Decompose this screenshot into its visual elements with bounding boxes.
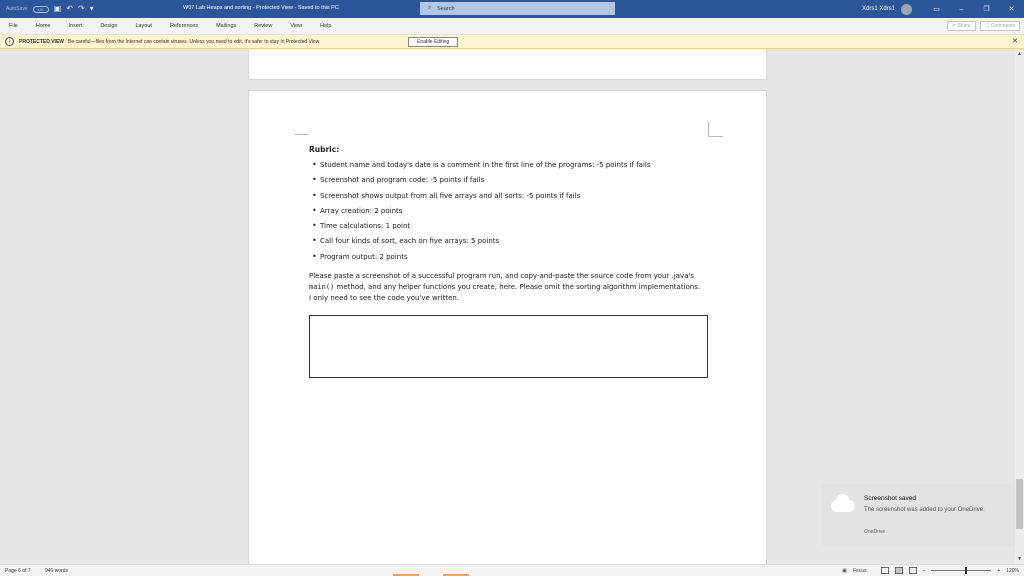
undo-icon[interactable]: ↶ [66, 4, 73, 13]
code-inline: main() [309, 283, 335, 292]
customize-icon[interactable]: ▾ [89, 4, 94, 13]
enable-editing-button[interactable]: Enable Editing [408, 37, 458, 47]
save-icon[interactable]: ▣ [53, 4, 62, 13]
tab-review[interactable]: Review [254, 23, 273, 29]
scroll-down-icon[interactable]: ▼ [1017, 556, 1022, 562]
scroll-up-icon[interactable]: ▲ [1017, 51, 1022, 57]
document-page[interactable] [248, 90, 767, 566]
autosave-toggle[interactable]: Off [33, 6, 49, 13]
scroll-thumb[interactable] [1016, 479, 1023, 529]
comment-icon: ▢ [984, 23, 990, 29]
document-content [309, 145, 709, 304]
margin-marker [294, 134, 309, 135]
restore-icon[interactable]: ❐ [983, 6, 990, 13]
zoom-level[interactable]: 120% [1006, 567, 1019, 574]
code-paste-box[interactable] [309, 315, 708, 378]
close-bar-icon[interactable]: ✕ [1012, 38, 1018, 45]
tab-view[interactable]: View [290, 23, 303, 29]
list-item: • Screenshot shows output from all five arrays and all sorts: -5 points if fails [309, 192, 709, 201]
document-title: W07 Lab Heaps and sorting - Protected View - Saved to this PC [183, 5, 339, 11]
toast-message: The screenshot was added to your OneDrive. [864, 507, 985, 513]
vertical-scrollbar[interactable] [1015, 49, 1024, 564]
info-icon: i [5, 37, 14, 46]
protected-view-message: Be careful—files from the Internet can contain viruses. Unless you need to edit, it's safer to stay in Protected View. [68, 38, 321, 45]
quick-access-toolbar [0, 5, 170, 13]
read-mode-icon[interactable] [881, 567, 889, 574]
share-icon: ⇗ [951, 23, 956, 29]
close-icon[interactable]: ✕ [1008, 6, 1015, 13]
minimize-icon[interactable]: – [959, 5, 964, 13]
search-placeholder: Search [437, 5, 455, 12]
focus-icon: ▣ [842, 567, 847, 574]
protected-view-bar [0, 35, 1024, 49]
comments-button[interactable]: ▢ Comments [980, 21, 1020, 31]
tab-home[interactable]: Home [35, 23, 51, 29]
list-item: • Array creation: 2 points [309, 207, 709, 216]
user-name[interactable]: Xdrs1 Xdrs1 [861, 6, 895, 12]
tab-help[interactable]: Help [320, 23, 332, 29]
focus-button[interactable]: Focus [852, 567, 867, 574]
rubric-heading: Rubric: [309, 145, 340, 154]
instruction-paragraph: Please paste a screenshot of a successful program run, and copy-and-paste the source code from your .java's main() method, and any helper functions you create, here. Please omit the sorting algorithm implementations. I only need to see the code you've written. [309, 272, 701, 303]
tab-design[interactable]: Design [100, 23, 118, 29]
tab-layout[interactable]: Layout [135, 23, 152, 29]
tab-insert[interactable]: Insert [68, 23, 83, 29]
toast-source: OneDrive [864, 529, 886, 535]
zoom-slider[interactable] [931, 570, 991, 571]
margin-marker [708, 121, 709, 136]
ribbon-tabs [0, 18, 1024, 35]
screenshot-toast[interactable] [822, 484, 1014, 546]
cloud-icon [831, 500, 855, 512]
tab-references[interactable]: References [169, 23, 199, 29]
share-button[interactable]: ⇗ Share [947, 21, 976, 31]
web-layout-icon[interactable] [909, 567, 917, 574]
redo-icon[interactable]: ↷ [77, 4, 85, 13]
autosave-label: AutoSave [6, 6, 28, 12]
ribbon-display-icon[interactable]: ▭ [933, 6, 940, 13]
list-item: • Time calculations: 1 point [309, 222, 709, 231]
avatar[interactable] [901, 4, 912, 15]
zoom-in-icon[interactable]: + [997, 567, 1001, 574]
protected-view-label: PROTECTED VIEW [19, 38, 65, 45]
tab-mailings[interactable]: Mailings [216, 23, 237, 29]
word-count[interactable]: 946 words [45, 568, 69, 574]
toast-title: Screenshot saved [864, 495, 917, 502]
page-count[interactable]: Page 6 of 7 [5, 568, 31, 574]
list-item: • Student name and today's date is a comment in the first line of the programs: -5 points if fails [309, 161, 709, 170]
print-layout-icon[interactable] [895, 567, 903, 574]
previous-page-bottom [248, 49, 767, 80]
zoom-out-icon[interactable]: – [922, 567, 926, 574]
title-bar [0, 0, 1024, 18]
rubric-list [309, 161, 709, 261]
margin-marker [708, 136, 723, 137]
list-item: • Program output: 2 points [309, 253, 709, 262]
status-bar [0, 564, 1024, 576]
tab-file[interactable]: File [9, 23, 18, 29]
list-item: • Call four kinds of sort, each on five arrays: 5 points [309, 237, 709, 246]
zoom-handle[interactable] [965, 567, 967, 574]
search-box[interactable] [420, 2, 615, 15]
list-item: • Screenshot and program code: -5 points if fails [309, 176, 709, 185]
search-icon: ⌕ [428, 5, 432, 11]
